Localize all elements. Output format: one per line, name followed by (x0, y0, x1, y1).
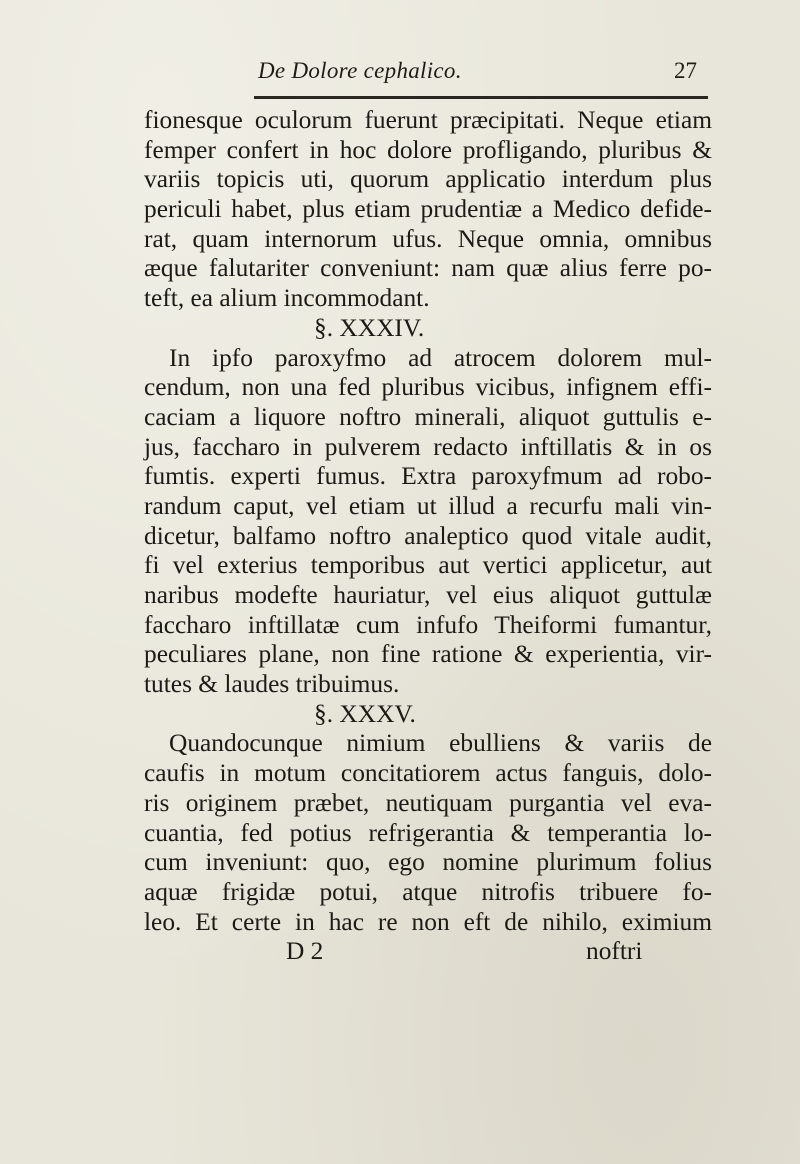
page-number: 27 (674, 58, 697, 83)
text-line: femper confert in hoc dolore profligando, pluribus & (144, 135, 712, 164)
text-line: fionesque oculorum fuerunt præcipitati. Neque etiam (144, 106, 712, 134)
text-line: leo. Et certe in hac re non eft de nihilo, eximium (144, 907, 712, 936)
header-rule (254, 96, 708, 99)
text-line: rat, quam internorum ufus. Neque omnia, omnibus (144, 224, 712, 253)
text-line: aquæ frigidæ potui, atque nitrofis tribuere fo- (144, 877, 712, 906)
text-line: caciam a liquore noftro minerali, aliquot guttulis e- (144, 402, 712, 431)
text-line: cendum, non una fed pluribus vicibus, infignem effi- (144, 373, 712, 402)
text-line: dicetur, balfamo noftro analeptico quod vitale audit, (144, 521, 712, 550)
text-line: In ipfo paroxyfmo ad atrocem dolorem mul- (169, 343, 712, 372)
text-line: æque falutariter conveniunt: nam quæ alius ferre po- (144, 254, 712, 283)
section-heading: §. XXXIV. (314, 313, 425, 342)
text-line: caufis in motum concitatiorem actus fanguis, dolo- (144, 759, 712, 788)
body-text (144, 106, 712, 967)
page-footer (144, 937, 712, 967)
text-line: randum caput, vel etiam ut illud a recurfu mali vin- (144, 491, 712, 520)
text-line: ris originem præbet, neutiquam purgantia vel eva- (144, 788, 712, 817)
text-line: fumtis. experti fumus. Extra paroxyfmum ad robo- (144, 462, 712, 491)
text-line: naribus modefte hauriatur, vel eius aliquot guttulæ (144, 581, 712, 609)
running-title: De Dolore cephalico. (258, 58, 462, 83)
text-line: jus, faccharo in pulverem redacto inftillatis & in os (144, 432, 712, 461)
text-line: cum inveniunt: quo, ego nomine plurimum folius (144, 848, 712, 877)
text-line: tutes & laudes tribuimus. (144, 670, 400, 699)
text-line: teft, ea alium incommodant. (144, 284, 430, 313)
signature-mark: D 2 (286, 937, 324, 966)
catchword: noftri (586, 937, 643, 966)
text-line: fi vel exterius temporibus aut vertici applicetur, aut (144, 551, 712, 580)
text-line: periculi habet, plus etiam prudentiæ a Medico defide- (144, 195, 712, 224)
section-heading: §. XXXV. (314, 699, 416, 728)
text-line: Quandocunque nimium ebulliens & variis de (169, 729, 712, 758)
text-line: peculiares plane, non fine ratione & experientia, vir- (144, 640, 712, 669)
running-head (0, 52, 800, 92)
text-line: faccharo inftillatæ cum infufo Theiformi fumantur, (144, 610, 712, 639)
text-line: cuantia, fed potius refrigerantia & temperantia lo- (144, 818, 712, 847)
text-line: variis topicis uti, quorum applicatio interdum plus (144, 165, 712, 194)
